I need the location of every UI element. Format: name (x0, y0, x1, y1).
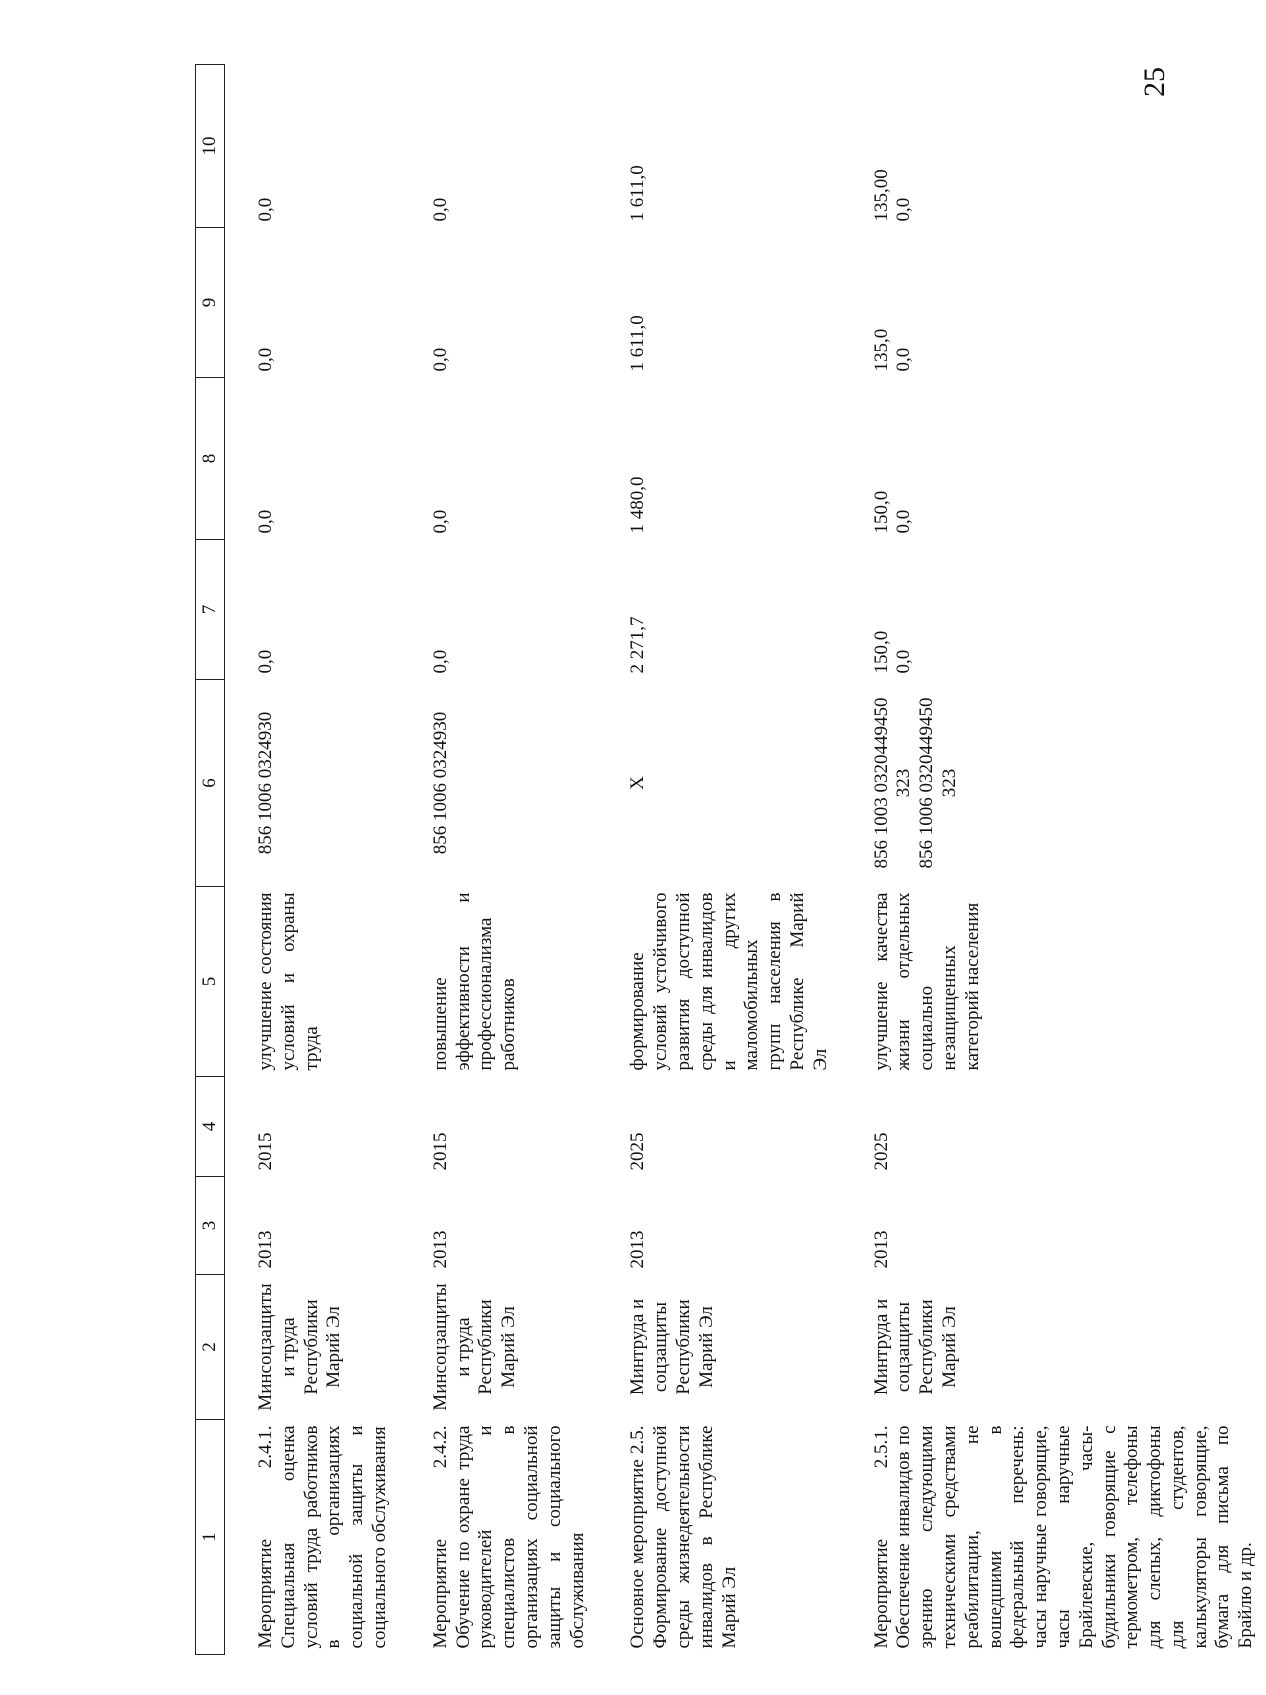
header-col-4: 4 (196, 1077, 225, 1177)
expected-result: формирование условий устойчивого развития доступной среды для инвалидов и других маломобильных групп населения в Республике Марий Эл (627, 892, 831, 1071)
table-body (225, 65, 1266, 1655)
value-line: 0,0 (893, 509, 915, 534)
end-year: 2025 (870, 1132, 892, 1171)
activity-name: Мероприятие 2.4.2. Обучение по охране труда руководителей и специалистов в организациях социальной защиты и социального обслуживания (429, 1425, 588, 1649)
value-line: 150,0 (870, 490, 892, 534)
value-col-10: 0,0 (255, 197, 276, 222)
value-col-10: 0,0 (429, 197, 451, 222)
start-year: 2013 (627, 1230, 649, 1269)
header-col-7: 7 (196, 540, 225, 680)
program-activities-table (195, 64, 1266, 1655)
value-col-9: 0,0 (255, 347, 276, 372)
header-col-3: 3 (196, 1177, 225, 1275)
table-row-2-5 (597, 65, 840, 1655)
start-year: 2013 (255, 1230, 276, 1269)
value-col-8: 0,0 (255, 509, 276, 534)
value-col-8: 0,0 (429, 509, 451, 534)
header-col-5: 5 (196, 887, 225, 1077)
end-year: 2015 (429, 1132, 451, 1171)
value-col-9: 0,0 (429, 347, 451, 372)
value-line: 0,0 (893, 649, 915, 674)
value-line: 0,0 (893, 347, 915, 372)
table-row-2-5-1 (841, 65, 1266, 1655)
header-col-1: 1 (196, 1420, 225, 1655)
activity-name: Основное мероприятие 2.5. Формирование доступной среды жизнедеятельности инвалидов в Республике Марий Эл (627, 1425, 740, 1649)
header-col-10: 10 (196, 65, 225, 228)
value-line: 135,0 (870, 328, 892, 372)
activity-name: Мероприятие 2.5.1. Обеспечение инвалидов по зрению следующими техническими средствами реабилитации, не вошедшими в федеральный перечень: часы наручные говорящие, часы наручные Брайлевские, часы-будильники говорящие с термометром, телефоны для слепых, диктофоны для студентов, калькуляторы говорящие, бумага для письма по Брайлю и др. (870, 1425, 1257, 1649)
value-col-8: 1 480,0 (627, 476, 649, 534)
start-year: 2013 (429, 1230, 451, 1269)
start-year: 2013 (870, 1230, 892, 1269)
expected-result: улучшение состояния условий и охраны труда (255, 892, 322, 1071)
expected-result: повышение эффективности и профессионализма работников (429, 892, 520, 1071)
header-col-2: 2 (196, 1275, 225, 1420)
header-row (196, 65, 225, 1655)
page-number: 25 (1138, 67, 1171, 97)
value-col-9 (841, 228, 1266, 378)
value-col-8 (841, 378, 1266, 540)
value-col-10 (841, 65, 1266, 228)
value-col-7: 0,0 (255, 649, 276, 674)
value-col-7: 2 271,7 (627, 616, 649, 674)
rotated-table-wrapper (195, 65, 1257, 1655)
value-col-10: 1 611,0 (627, 165, 649, 222)
value-line: 135,00 (870, 169, 892, 222)
budget-codes (841, 680, 1266, 887)
header-col-9: 9 (196, 228, 225, 378)
header-col-8: 8 (196, 378, 225, 540)
table-row-2-4-2 (400, 65, 598, 1655)
responsible-executor: Минтруда и соцзащиты Республики Марий Эл (627, 1298, 717, 1396)
table-row-2-4-1 (225, 65, 400, 1655)
end-year: 2025 (627, 1132, 649, 1171)
end-year: 2015 (255, 1132, 276, 1171)
responsible-executor: Минтруда и соцзащиты Республики Марий Эл (870, 1298, 960, 1396)
responsible-executor: Минсоцзащиты и труда Республики Марий Эл (429, 1283, 520, 1411)
budget-code: 856 1006 0324930 (429, 711, 451, 855)
value-line: 0,0 (893, 197, 915, 222)
value-line: 150,0 (870, 630, 892, 674)
responsible-executor: Минсоцзащиты и труда Республики Марий Эл (255, 1283, 345, 1411)
header-col-6: 6 (196, 680, 225, 887)
activity-name: Мероприятие 2.4.1. Специальная оценка условий труда работников в организациях социальной защиты и социального обслуживания (255, 1425, 390, 1649)
budget-code: 856 1006 0320449450 323 (916, 697, 960, 869)
budget-code: Х (627, 776, 649, 790)
budget-code: 856 1006 0324930 (255, 711, 276, 855)
value-col-9: 1 611,0 (627, 315, 649, 372)
value-col-7 (841, 540, 1266, 680)
budget-code: 856 1003 0320449450 323 (870, 697, 915, 869)
expected-result: улучшение качества жизни отдельных социально незащищенных категорий населения (870, 892, 983, 1071)
table-header (196, 65, 225, 1655)
value-col-7: 0,0 (429, 649, 451, 674)
